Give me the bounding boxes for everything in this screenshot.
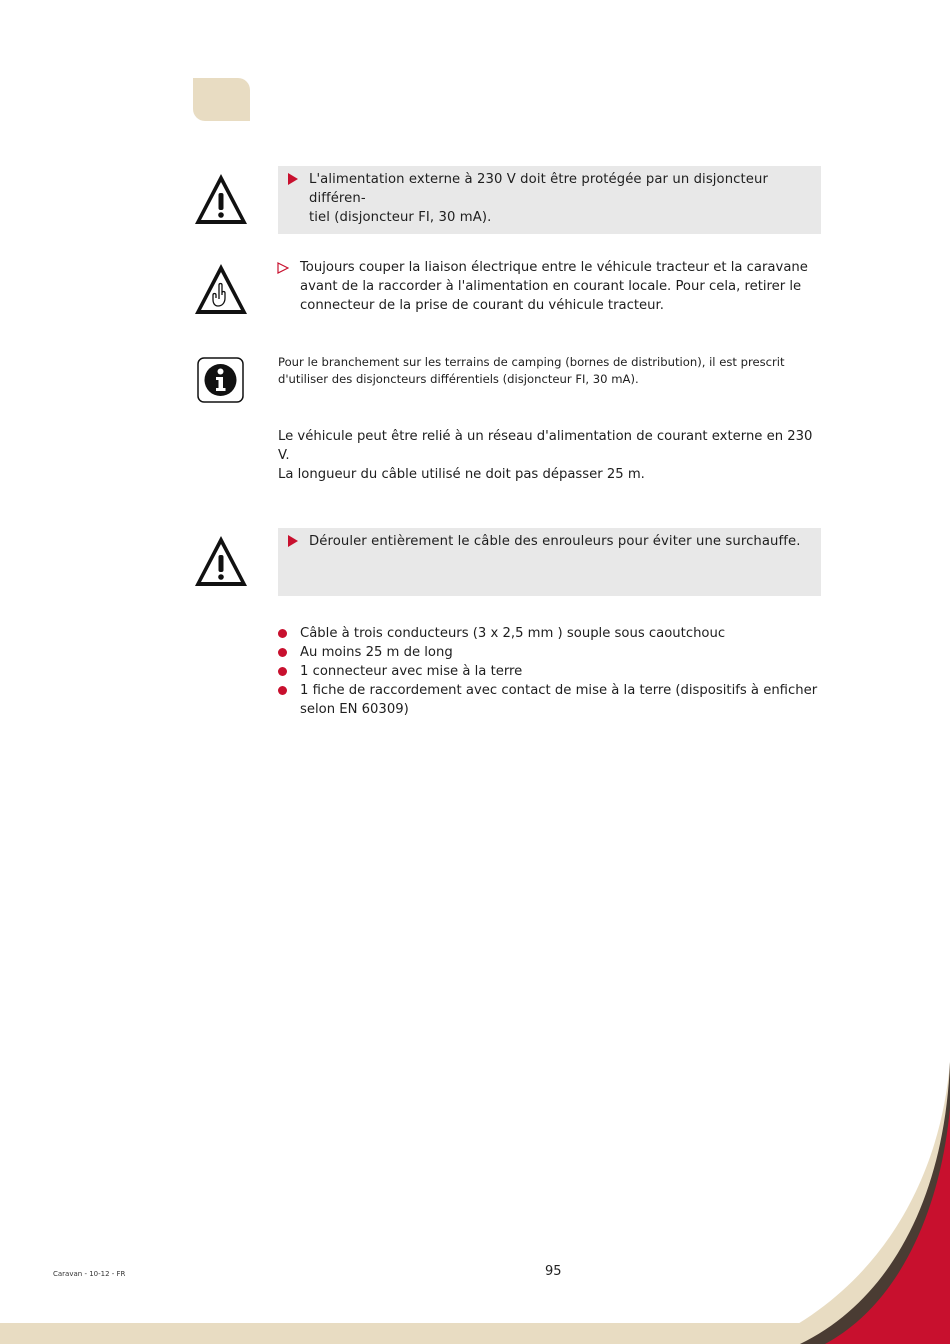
- warning-line-2: tiel (disjoncteur FI, 30 mA).: [309, 210, 492, 225]
- list-item: 1 fiche de raccordement avec contact de mise à la terre (dispositifs à enficher: [300, 683, 818, 698]
- caution-line-3: connecteur de la prise de courant du véhicule tracteur.: [300, 298, 664, 313]
- document-reference: Caravan - 10-12 - FR: [53, 1270, 126, 1278]
- warning2-text: Dérouler entièrement le câble des enrouleurs pour éviter une surchauffe.: [309, 534, 801, 549]
- paragraph-line-2: La longueur du câble utilisé ne doit pas dépasser 25 m.: [278, 467, 645, 482]
- caution-line-1: Toujours couper la liaison électrique entre le véhicule tracteur et la caravane: [300, 260, 808, 275]
- info-line-2: d'utiliser des disjoncteurs différentiels (disjoncteur FI, 30 mA).: [278, 372, 639, 386]
- list-item: selon EN 60309): [300, 702, 409, 717]
- warning-line-1: L'alimentation externe à 230 V doit être protégée par un disjoncteur différen-: [309, 172, 768, 206]
- info-line-1: Pour le branchement sur les terrains de camping (bornes de distribution), il est prescrit: [278, 355, 785, 369]
- paragraph-line-1: Le véhicule peut être relié à un réseau d'alimentation de courant externe en 230 V.: [278, 429, 813, 463]
- page-number: 95: [545, 1264, 562, 1279]
- list-item: 1 connecteur avec mise à la terre: [300, 664, 523, 679]
- list-item: Au moins 25 m de long: [300, 645, 453, 660]
- list-item: Câble à trois conducteurs (3 x 2,5 mm ) souple sous caoutchouc: [300, 626, 726, 641]
- caution-line-2: avant de la raccorder à l'alimentation en courant locale. Pour cela, retirer le: [300, 279, 802, 294]
